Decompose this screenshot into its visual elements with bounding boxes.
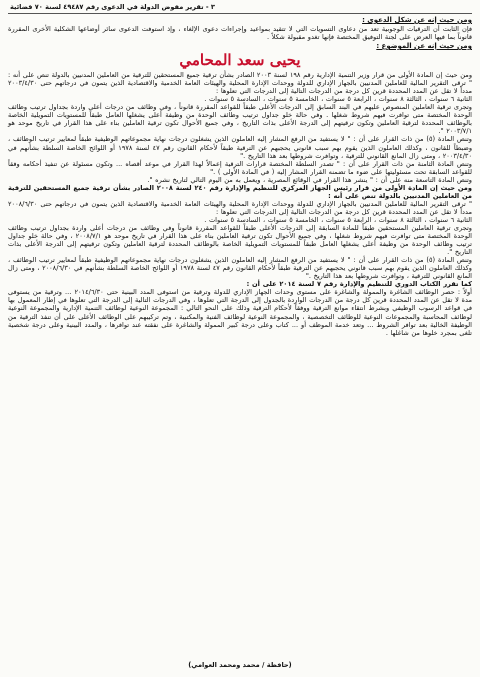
watermark-stamp: يحيى سعد المحامي bbox=[179, 51, 301, 70]
body-paragraph: الثانية ٦ سنوات ، الثالثة ٨ سنوات ، الرابعة ٥ سنوات ، الخامسة ٥ سنوات ، السادسة ٥ سنوات . bbox=[204, 95, 472, 104]
body-paragraph: وتجرى ترقية العاملين المستحقين طبقاً للمادة السابقة إلى الدرجات الأعلى طبقاً للقواعد المقررة قانوناً وفي وظائف من درجات أعلى واردة بجداول ترتيب وظائف الوحدة المختصة متى توافرت فيهم شروط شغلها ، وفي جميع الأحوال تكون ترقية العاملين بناء على هذا القرار في تاريخ موحد هو ٢٠٠٨/٧/١ ، وفي حالة خلو جداول ترتيب وظائف الوحدة من وظيفة أعلى يشغلها العامل طبقاً للمستويات التمويلية الخاصة بالوظائف المحددة لترقية العاملين وتكون ترقيتهم إلى الدرجة الأعلى بذات التاريخ ". bbox=[8, 223, 472, 257]
document-footer: (حافظة / محمد ومحمد العوامي) bbox=[188, 661, 292, 669]
intro-paragraph: ومن حيث إنه عن الموضوع : bbox=[376, 42, 472, 51]
body-paragraph: ومن حيث إن المادة الأولى من قرار رئيس الجهاز المركزي للتنظيم والإدارة رقم ٢٤٠ لسنة ٢٠٠٨ الصادر بشأن ترقية جميع المستحقين للترقية من العاملين المدنيين بالدولة تنص على أنه : bbox=[8, 183, 472, 200]
body-paragraph: وتنص المادة (٥) من ذات القرار على أن : " لا يستفيد من الرفع المشار إليه العاملون الذين يشغلون درجات نهاية مجموعاتهم الوظيفية طبقاً لمعايير ترتيب الوظائف ، وكذلك العاملون الذين يقوم بهم سبب قانوني يحجبهم عن الترقية طبقاً لأحكام القانون رقم ٤٧ لسنة ١٩٧٨ أو اللوائح الخاصة السلطة بشأنهم في ٢٠٠٨/٦/٣٠ ، ومتى زال المانع القانوني للترقية ، وتوافرت شروطها بعد هذا التاريخ ." bbox=[8, 256, 472, 281]
body-paragraph: وتنص المادة (٥) من ذات القرار على أن : " لا يستفيد من الرفع المشار إليه العاملون الذين يشغلون درجات نهاية مجموعاتهم الوظيفية طبقاً لمعايير ترتيب الوظائف ، وضبطاً للقانون ، وكذلك العاملون الذين يقوم بهم سبب قانوني يحجبهم عن الترقية طبقاً لأحكام القانون رقم ٤٧ لسنة ١٩٧٨ أو اللوائح الخاصة السلطة بشأنهم في ٢٠٠٣/٤/٣٠ ، ومتى زال المانع القانوني للترقية ، وتوافرت شروطها بعد هذا التاريخ ." bbox=[8, 135, 473, 160]
body-paragraph: أولاً : حصر الوظائف الشاغرة والممولة والشاغرة على مستوى وحدات الجهاز الإداري للدولة وترقية من استوفى المدد البينية حتى ٢٠١٤/٦/٣٠ ... وترقية من يستوفى مدة لا تقل عن المدد المحددة قرين كل درجة من الدرجات الواردة بالجدول إلى الدرجة التي تعلوها ، وفي الدرجات التالية إلى الدرجة التي تعلوها في إطار المعمول بها في قواعد الرسوب الوظيفي وبشرط انتقاء موانع الترقية ووفقاً لأحكام الترقية وذلك على النحو التالي : المجموعة النوعية لوظائف التنمية الإدارية والمجموعة النوعية لوظائف المحاسبة والمجموعات النوعية للوظائف التخصصية ، والمجموعة النوعية لوظائف الفنية والمكتبية ، وتم تركيبهم على الوظائف الأعلى على أن تنفذ الترقية من الوظيفة الخالية بعد توافر الشروط ... وتعد خدمة الموظف أو ... كتاب وعلى درجة كبير الممولة والشاغرة على نفقته عند توافرها ، والمدد البينية وعلى درجة شخصية تلغى بمجرد خلوها من شاغلها . bbox=[8, 288, 472, 337]
body-paragraph: وتنص المادة التاسعة منه على أن : " ينشر هذا القرار في الوقائع المصرية ، ويعمل به من اليوم التالي لتاريخ نشره ". bbox=[147, 175, 472, 184]
document-header: ٣ - تقرير مفوض الدولة في الدعوى رقم ٤٩٤٨٧ لسنة ٧٠ قضائية bbox=[8, 3, 472, 14]
body-paragraph: الثانية ٦ سنوات ، الثالثة ٨ سنوات ، الرابعة ٥ سنوات ، الخامسة ٥ سنوات ، السادسة ٥ سنوات . bbox=[204, 215, 472, 224]
intro-paragraph: فإن الثابت أن الترقيات الوجوبية تعد من دعاوى التسويات التي لا تتقيد بمواعيد وإجراءات دعوى الإلغاء ، وإذ استوفت الدعوى سائر أوضاعها الشكلية الأخرى المقررة قانوناً بما فيها العرض على لجنة التوفيق المختصة فإنها تغدو مقبولة شكلاً . bbox=[8, 25, 472, 42]
body-paragraph: وتجرى ترقية العاملين المنصوص عليهم في البند السابق إلى الدرجات الأعلى طبقاً للقواعد المقررة قانوناً ، وفي وظائف من درجات أعلى واردة بجداول ترتيب وظائف الوحدة المختصة متى توافرت فيهم شروط شغلها . وفي حالة خلو جداول ترتيب وظائف الوحدة من وظيفة أعلى يشغلها العامل طبقاً للمستويات التمويلية الخاصة بالوظائف المحددة لترقية العاملين وتكون ترقيتهم إلى الدرجة الأعلى بذات التاريخ ، وفي جميع الأحوال تكون ترقية العاملين بناء على هذا القرار في تاريخ موحد هو ٢٠٠٣/٧/١ ". bbox=[8, 103, 472, 136]
body-paragraph: " ترقى التقرير المالية للعاملين المدنيين بالجهاز الإداري للدولة ووحدات الإدارة المحلية والهيئات العامة الخدمية والاقتصادية الذين يتمون في درجاتهم حتى ٢٠٠٨/٦/٣٠ مدداً لا تقل عن المدد المحددة قرين كل درجة من الدرجات التالية إلى الدرجات التي تعلوها : bbox=[8, 199, 472, 216]
body-paragraph: كما تقرر الكتاب الدوري للتنظيم والإدارة رقم ٧ لسنة ٢٠١٤ على أن : bbox=[246, 280, 472, 289]
body-paragraph: وتنص المادة الثامنة من ذات القرار على أن : " تصدر السلطة المختصة قرارات الترقية إعمالاً لهذا القرار في موعد أقصاه ... وتكون مسئولة عن تنفيذ أحكامه وفقاً للقواعد السابقة تحت مسئوليتها على ضوء ما تضمنه القرار المشار إليه ( في المادة الأولى ) ." bbox=[8, 159, 472, 176]
intro-sections bbox=[8, 16, 472, 51]
body-paragraph: ومن حيث إن المادة الأولى من قرار وزير التنمية الإدارية رقم ١٩٨ لسنة ٢٠٠٣ الصادر بشأن ترقية جميع المستحقين للترقية من العاملين المدنيين بالدولة تنص على أنه : " ترقى التقرير المالية للعاملين المدنيين بالجهاز الإداري للدولة ووحدات الإدارة المحلية والهيئات العامة الخدمية والاقتصادية الذين يتمون في درجاتهم حتى ٢٠٠٣/٤/٣٠ مدداً لا تقل عن المدد المحددة قرين كل درجة من الدرجات التالية إلى الدرجات التي تعلوها : bbox=[8, 71, 473, 96]
intro-paragraph: ومن حيث إنه عن شكل الدعوى : bbox=[362, 16, 472, 24]
document-body bbox=[8, 71, 472, 337]
